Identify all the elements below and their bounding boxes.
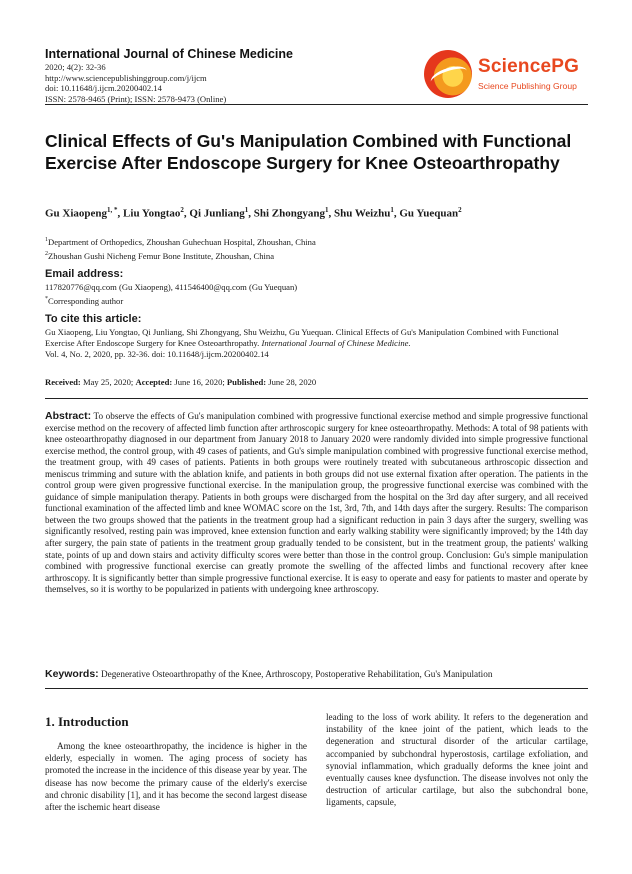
affiliation-sup: 1 — [45, 237, 48, 243]
author-name: Shi Zhongyang — [253, 207, 325, 220]
journal-issue: 2020; 4(2): 32-36 — [45, 62, 106, 72]
cite-heading: To cite this article: — [45, 313, 142, 325]
email-heading: Email address: — [45, 268, 124, 280]
journal-header — [45, 47, 425, 104]
logo-name: SciencePG — [478, 56, 580, 77]
publisher-logo — [424, 50, 594, 98]
article-title: Clinical Effects of Gu's Manipulation Combined with Functional Exercise After Endoscope Surgery for Knee Osteoarthropathy — [45, 131, 572, 173]
header-rule — [45, 104, 588, 105]
author-sup: 1 — [324, 206, 329, 214]
journal-name: International Journal of Chinese Medicine — [45, 47, 293, 61]
intro-right-column: leading to the loss of work ability. It refers to the degeneration and instability of the knee joint of the patient, which leads to the degeneration and structural disorder of the articular cartilage, accompanied by subchondral hyperostosis, cartilage exfoliation, and synovial inflammation, which gradually deforms the knee joint and eventually causes knee dysfunction. The disease involves not only the destruction of articular cartilage, but also the subchondral bone, ligaments, capsule, — [326, 712, 588, 808]
affiliation-sup: 2 — [45, 251, 48, 257]
author-name: Gu Yuequan — [399, 207, 459, 220]
journal-doi[interactable]: doi: 10.11648/j.ijcm.20200402.14 — [45, 83, 162, 93]
cite-journal: International Journal of Chinese Medicine. — [261, 338, 411, 348]
corresponding-sup: * — [45, 296, 48, 302]
abstract — [45, 411, 588, 596]
cite-text: Gu Xiaopeng, Liu Yongtao, Qi Junliang, Shi Zhongyang, Shu Weizhu, Gu Yuequan. Clinical Effects of Gu's Manipulation Combined with Functional Exercise After Endoscope Surgery for Knee Osteoarthropathy. — [45, 327, 559, 348]
intro-heading: 1. Introduction — [45, 714, 129, 729]
abstract-top-rule — [45, 398, 588, 399]
received-label: Received: — [45, 377, 81, 387]
author-sup: 1 — [244, 206, 249, 214]
logo-subtitle: Science Publishing Group — [478, 81, 577, 91]
email-text[interactable]: 117820776@qq.com (Gu Xiaopeng), 411546400@qq.com (Gu Yuequan) — [45, 282, 298, 292]
abstract-bottom-rule — [45, 688, 588, 689]
journal-url[interactable]: http://www.sciencepublishinggroup.com/j/ijcm — [45, 72, 207, 83]
affiliation — [45, 249, 588, 262]
affiliation — [45, 235, 588, 248]
keywords-text: Degenerative Osteoarthropathy of the Knee, Arthroscopy, Postoperative Rehabilitation, Gu's Manipulation — [100, 669, 493, 679]
affiliation-text: Department of Orthopedics, Zhoushan Guhechuan Hospital, Zhoushan, China — [48, 236, 316, 247]
author-name: Gu Xiaopeng — [45, 207, 108, 220]
corresponding-note — [45, 294, 588, 307]
abstract-label: Abstract: — [45, 410, 92, 422]
keywords-label: Keywords: — [45, 668, 99, 680]
cite-volume: Vol. 4, No. 2, 2020, pp. 32-36. doi: 10.11648/j.ijcm.20200402.14 — [45, 349, 269, 359]
published-label: Published: — [226, 377, 267, 387]
affiliation-text: Zhoushan Gushi Nicheng Femur Bone Institute, Zhoushan, China — [48, 250, 275, 261]
journal-issn: ISSN: 2578-9465 (Print); ISSN: 2578-9473 (Online) — [45, 93, 227, 104]
author-name: Shu Weizhu — [333, 207, 391, 220]
accepted-date: June 16, 2020; — [174, 377, 225, 387]
author-name: Liu Yongtao — [123, 207, 181, 220]
author-name: Qi Junliang — [189, 207, 245, 220]
abstract-text: To observe the effects of Gu's manipulation combined with progressive functional exercise method and simple progressive functional exercise method on the recovery of affected limb function after arthroscopic surgery for knee osteoarthropathy. Methods: A total of 98 patients with knee osteoarthropathy diagnosed in our department from January 2018 to January 2020 were randomly divided into simple progressive functional exercise method, the control group, with 49 cases of patients, and Gu's simple manipulation combined with progressive functional exercise method, the treatment group, with 49 cases of patients. Patients in both groups were routinely treated with subcutaneous arthroscopic dissection and meniscus trimming and suture with the ablation knife, and patients in both groups did not use external fixation after operation. The patients in the control group were given progressive functional exercise. In the manipulation group, the progressive functional exercise was combined with the guidance of simple manipulation therapy. Patients in both groups were discharged from the hospital on the 3rd day after surgery, and all received functional examination of the affected limb and knee WOMAC score on the 1st, 3rd, 7th, and 14th days after the surgery. Results: The comparison between the two groups showed that the patients in the treatment group had a significant reduction in pain 3 days after the surgery, swelling was significantly resolved, resting pain was improved, knee extension function and early walking stability were significantly improved; by the 14th day after surgery, the pain state of patients in the treatment group gradually tended to be consistent, but in the treatment group, the patients' walking state, points of up and down stairs and activity difficulty scores were better than those in the control group. Conclusion: Gu's simple manipulation combined with progressive functional exercise can greatly promote the swelling of the affected limbs and functional recovery after knee arthroscopy. It is significantly better than simple progressive functional exercise. It is easy to operate and easy for patients to master and operate by themselves, so it is worthy to be popularized in patients with undergoing knee arthroscopy. — [45, 411, 588, 595]
author-sup: 1 — [390, 206, 394, 214]
keywords — [45, 668, 588, 680]
author-list: Gu Xiaopeng$^{1, *}$, Liu Yongtao$^2$, Qi Junliang$^1$, Shi Zhongyang$^1$, Shu Weizhu$^1$, Gu Yuequan$^2$ — [45, 206, 462, 220]
accepted-label: Accepted: — [135, 377, 173, 387]
author-sup: 1, * — [107, 206, 118, 214]
corresponding-text: Corresponding author — [48, 295, 124, 306]
intro-left-column: Among the knee osteoarthropathy, the incidence is higher in the elderly, especially in women. The aging process of society has promoted the increase in the incidence of this disease year by year. The disease has now become the primary cause of the elderly's exercise and chronic disability [1], and it has become the second largest disease after the ischemic heart disease — [45, 741, 307, 813]
publication-dates — [45, 377, 588, 387]
published-date: June 28, 2020 — [268, 377, 317, 387]
received-date: May 25, 2020; — [82, 377, 134, 387]
author-sup: 2 — [180, 206, 184, 214]
cite-block — [45, 327, 588, 360]
author-sup: 2 — [458, 206, 462, 214]
